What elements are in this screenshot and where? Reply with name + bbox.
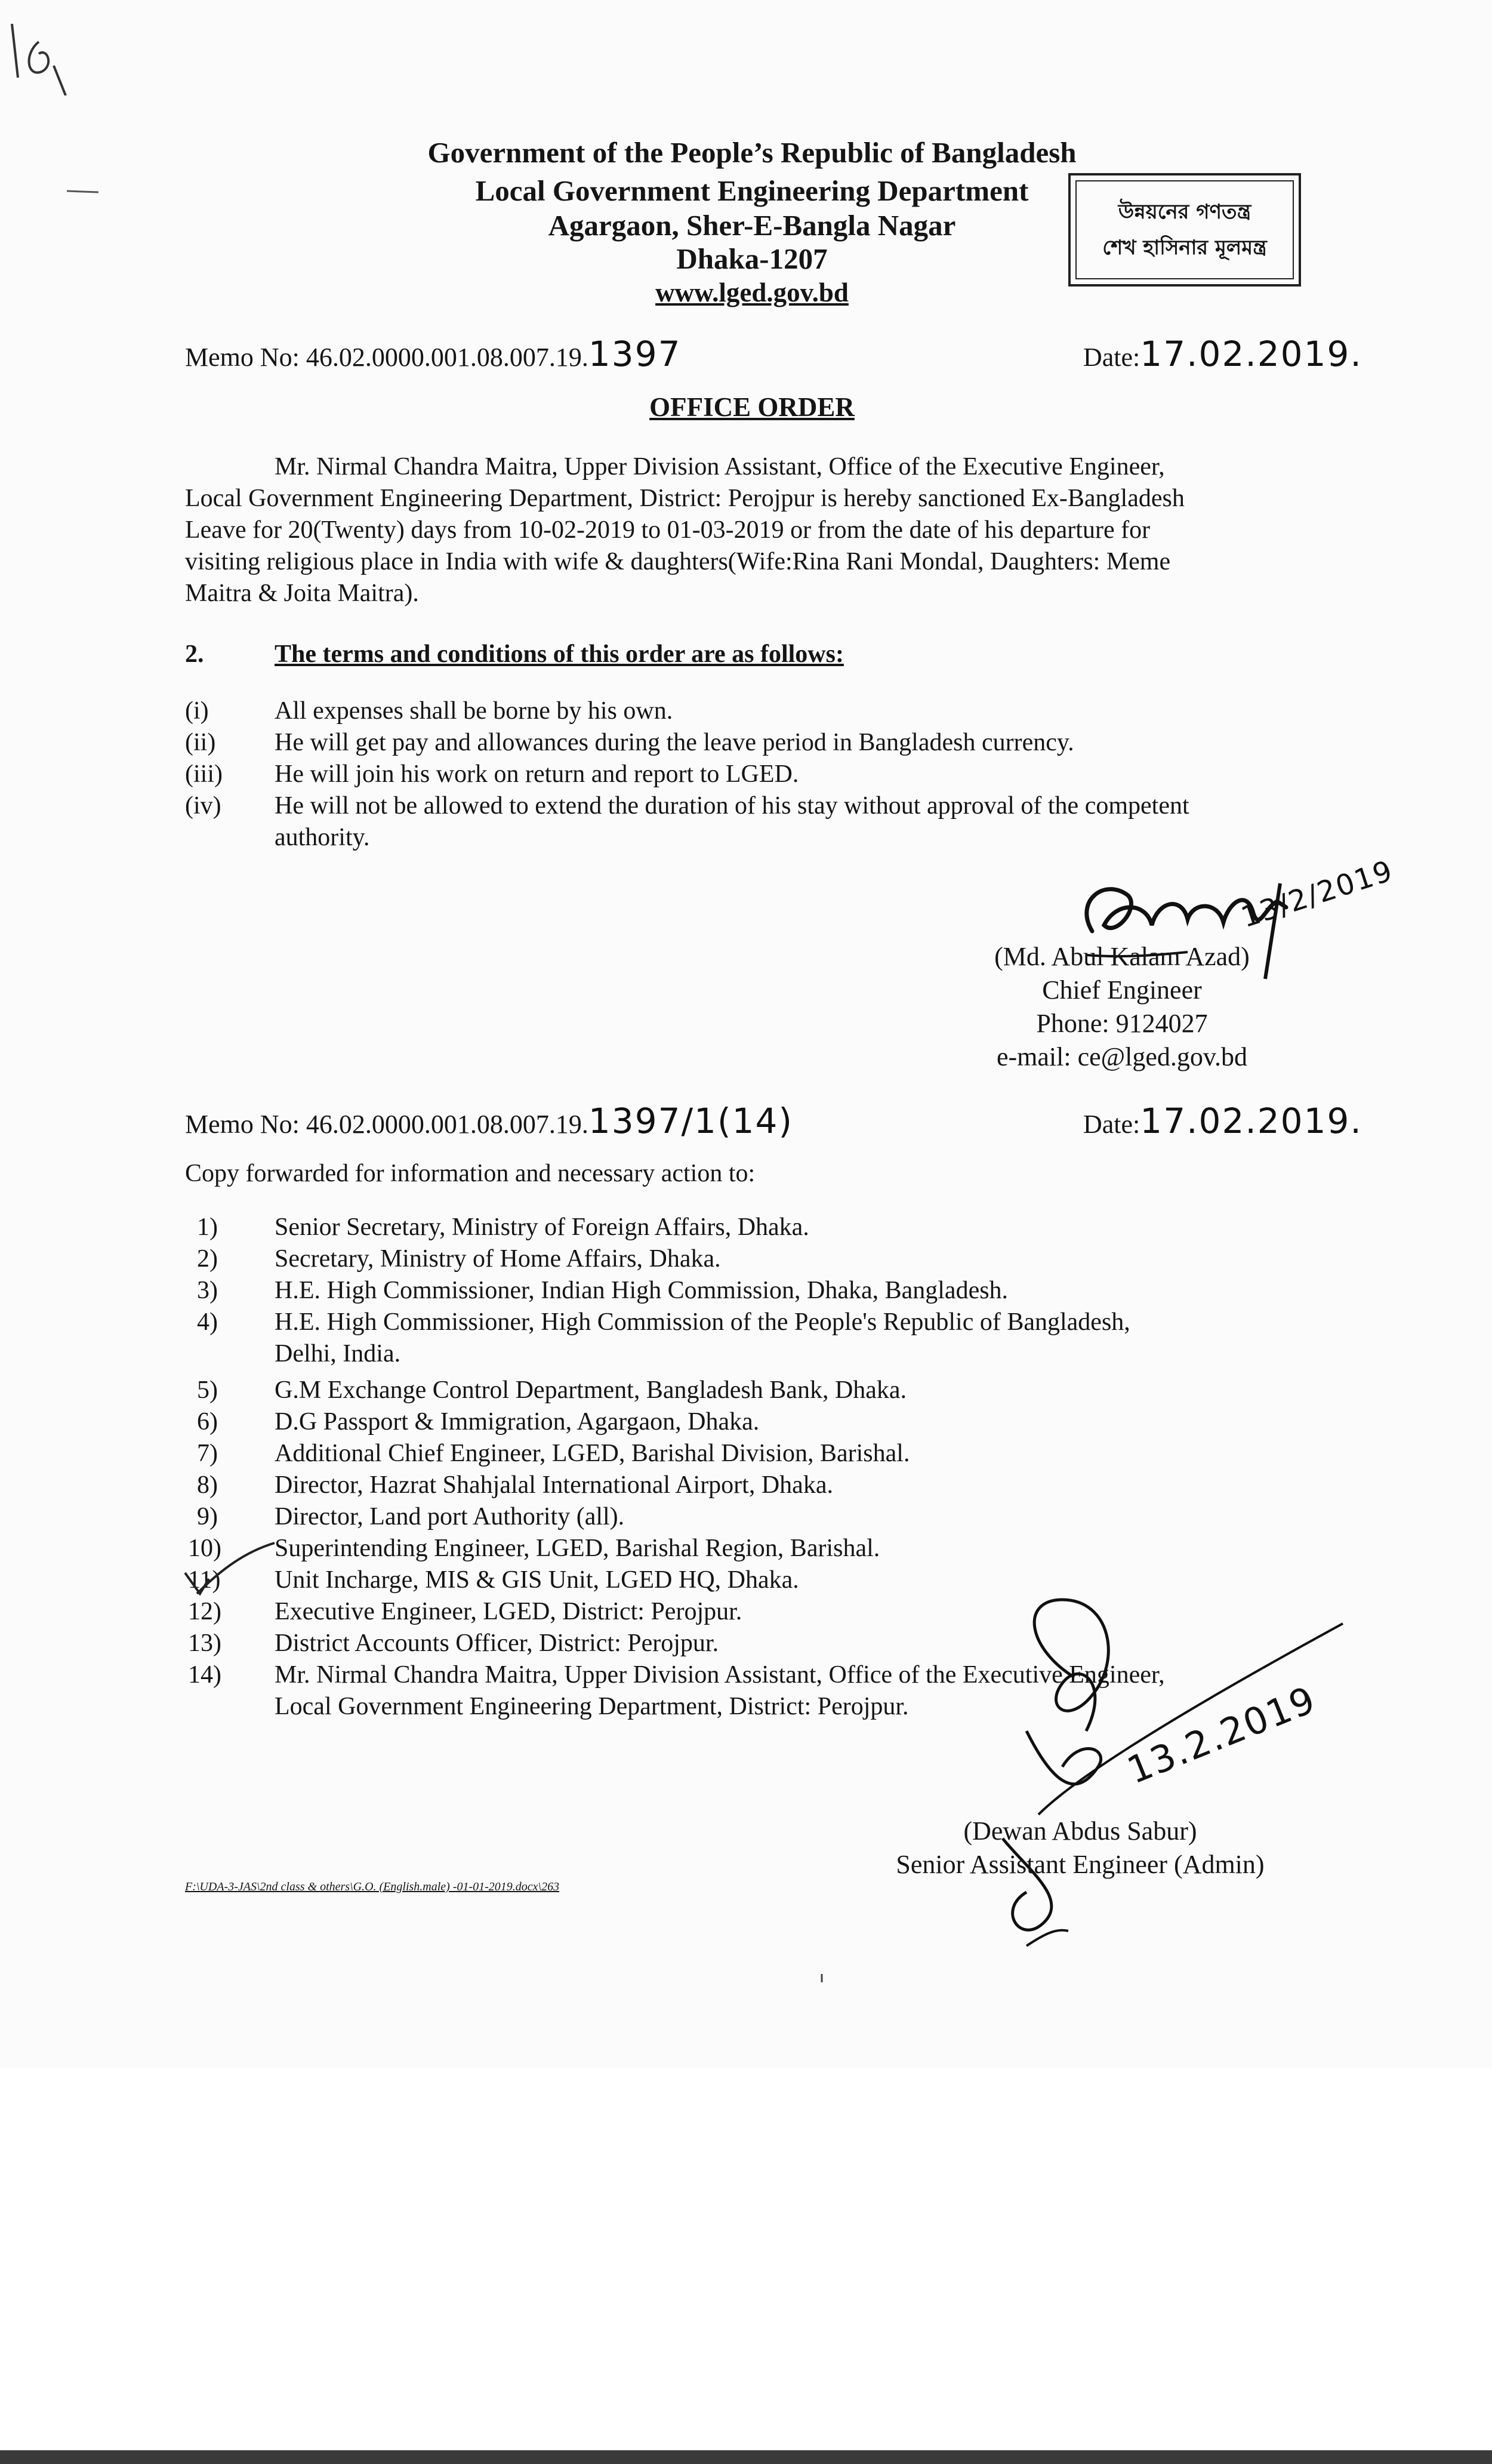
senior-assistant-sign-date: 13.2.2019 [1121, 1677, 1323, 1792]
recipient-text: H.E. High Commissioner, Indian High Commission, Dhaka, Bangladesh. [275, 1277, 1009, 1304]
tick-mark [173, 1528, 310, 1600]
recipient-number: 13) [188, 1630, 221, 1657]
term-number: (iii) [185, 760, 223, 788]
govt-title: Government of the People’s Republic of Bangladesh [427, 136, 1077, 169]
recipient-text: District Accounts Officer, District: Perojpur. [275, 1630, 719, 1657]
slogan-line-1: উন্নয়নের গণতন্ত্র [1118, 200, 1251, 224]
memo-2-date [1083, 1101, 1362, 1141]
recipient-number: 3) [197, 1277, 218, 1304]
memo-2-label: Memo No: 46.02.0000.001.08.007.19. [185, 1110, 588, 1139]
memo-2-number: 1397/1(14) [588, 1101, 793, 1141]
department-name: Local Government Engineering Department [475, 174, 1029, 207]
term-text-continued: authority. [275, 824, 370, 851]
recipient-text: G.M Exchange Control Department, Bangladesh Bank, Dhaka. [275, 1376, 907, 1404]
slogan-line-2: শেখ হাসিনার মূলমন্ত্র [1102, 236, 1267, 260]
body-line-2: Local Government Engineering Department, District: Perojpur is hereby sanctioned Ex-Bangladesh [185, 485, 1185, 512]
recipient-number: 4) [197, 1308, 218, 1336]
page-title: OFFICE ORDER [649, 392, 855, 422]
recipient-text: Senior Secretary, Ministry of Foreign Affairs, Dhaka. [275, 1213, 809, 1241]
term-text: He will join his work on return and report to LGED. [275, 760, 799, 788]
chief-engineer-sign-date: 13/2/2019 [1237, 854, 1398, 935]
recipient-number: 9) [197, 1503, 218, 1530]
copy-intro: Copy forwarded for information and necessary action to: [185, 1160, 756, 1187]
recipient-text: H.E. High Commissioner, High Commission of the People's Republic of Bangladesh, [275, 1308, 1130, 1336]
page-background [0, 2068, 1492, 2464]
body-line-4: visiting religious place in India with wife & daughters(Wife:Rina Rani Mondal, Daughters: Meme [185, 548, 1171, 575]
website-link[interactable]: www.lged.gov.bd [655, 278, 849, 307]
recipient-number: 12) [188, 1598, 221, 1625]
recipient-text: Unit Incharge, MIS & GIS Unit, LGED HQ, Dhaka. [275, 1566, 799, 1594]
term-text: All expenses shall be borne by his own. [275, 697, 673, 725]
memo-1-date-value: 17.02.2019. [1140, 334, 1362, 374]
recipient-number: 14) [188, 1661, 221, 1689]
recipient-text: D.G Passport & Immigration, Agargaon, Dhaka. [275, 1408, 760, 1436]
signatory-2-designation: Senior Assistant Engineer (Admin) [896, 1850, 1265, 1879]
terms-number: 2. [185, 640, 204, 668]
signatory-1-block [955, 940, 1289, 1074]
stray-mark [819, 1973, 825, 1985]
recipient-text-continued: Local Government Engineering Department, District: Perojpur. [275, 1693, 909, 1720]
recipient-number: 1) [197, 1213, 218, 1241]
memo-2-date-label: Date: [1083, 1110, 1140, 1139]
recipient-text: Director, Hazrat Shahjalal International Airport, Dhaka. [275, 1471, 833, 1499]
recipient-number: 6) [197, 1408, 218, 1436]
body-line-3: Leave for 20(Twenty) days from 10-02-2019 to 01-03-2019 or from the date of his departure for [185, 516, 1151, 544]
recipient-text: Executive Engineer, LGED, District: Perojpur. [275, 1598, 742, 1625]
recipient-number: 8) [197, 1471, 218, 1499]
term-text: He will get pay and allowances during the leave period in Bangladesh currency. [275, 729, 1074, 756]
address-line: Agargaon, Sher-E-Bangla Nagar [548, 209, 956, 242]
signatory-1-email: e-mail: ce@lged.gov.bd [996, 1042, 1248, 1071]
recipient-number: 5) [197, 1376, 218, 1404]
term-number: (i) [185, 697, 209, 725]
memo-1-date [1083, 334, 1362, 374]
term-text: He will not be allowed to extend the duration of his stay without approval of the competent [275, 792, 1189, 820]
signatory-2-block [853, 1815, 1307, 1881]
corner-handwritten-mark [6, 12, 72, 96]
recipient-text: Secretary, Ministry of Home Affairs, Dhaka. [275, 1245, 721, 1273]
file-path-footer: F:\UDA-3-JAS\2nd class & others\G.O. (English.male) -01-01-2019.docx\263 [185, 1880, 560, 1893]
memo-1 [185, 334, 682, 374]
signatory-1-designation: Chief Engineer [1042, 975, 1202, 1005]
memo-1-number: 1397 [588, 334, 682, 374]
signatory-1-name: (Md. Abul Kalam Azad) [994, 942, 1250, 971]
body-line-5: Maitra & Joita Maitra). [185, 580, 419, 607]
memo-1-label: Memo No: 46.02.0000.001.08.007.19. [185, 343, 588, 372]
recipient-number: 2) [197, 1245, 218, 1273]
recipient-text: Superintending Engineer, LGED, Barishal Region, Barishal. [275, 1535, 880, 1562]
recipient-text: Mr. Nirmal Chandra Maitra, Upper Division Assistant, Office of the Executive Engineer, [275, 1661, 1165, 1689]
order-paragraph [185, 451, 1319, 609]
city-line: Dhaka-1207 [676, 242, 828, 275]
recipient-number: 11) [188, 1566, 221, 1594]
recipient-text-continued: Delhi, India. [275, 1340, 401, 1367]
memo-2 [185, 1101, 793, 1141]
recipient-text: Additional Chief Engineer, LGED, Barishal Division, Barishal. [275, 1440, 910, 1467]
term-number: (iv) [185, 792, 221, 820]
terms-heading: The terms and conditions of this order are as follows: [275, 640, 844, 668]
slogan-box [1068, 173, 1301, 287]
signatory-1-phone: Phone: 9124027 [1036, 1009, 1208, 1038]
memo-2-date-value: 17.02.2019. [1140, 1101, 1362, 1141]
scan-edge-strip [0, 2450, 1492, 2464]
memo-1-date-label: Date: [1083, 343, 1140, 372]
recipient-number: 10) [188, 1535, 221, 1562]
recipient-text: Director, Land port Authority (all). [275, 1503, 625, 1530]
term-number: (ii) [185, 729, 216, 756]
recipient-number: 7) [197, 1440, 218, 1467]
body-line-1: Mr. Nirmal Chandra Maitra, Upper Division Assistant, Office of the Executive Engineer, [275, 453, 1165, 481]
signatory-2-name: (Dewan Abdus Sabur) [963, 1816, 1197, 1846]
